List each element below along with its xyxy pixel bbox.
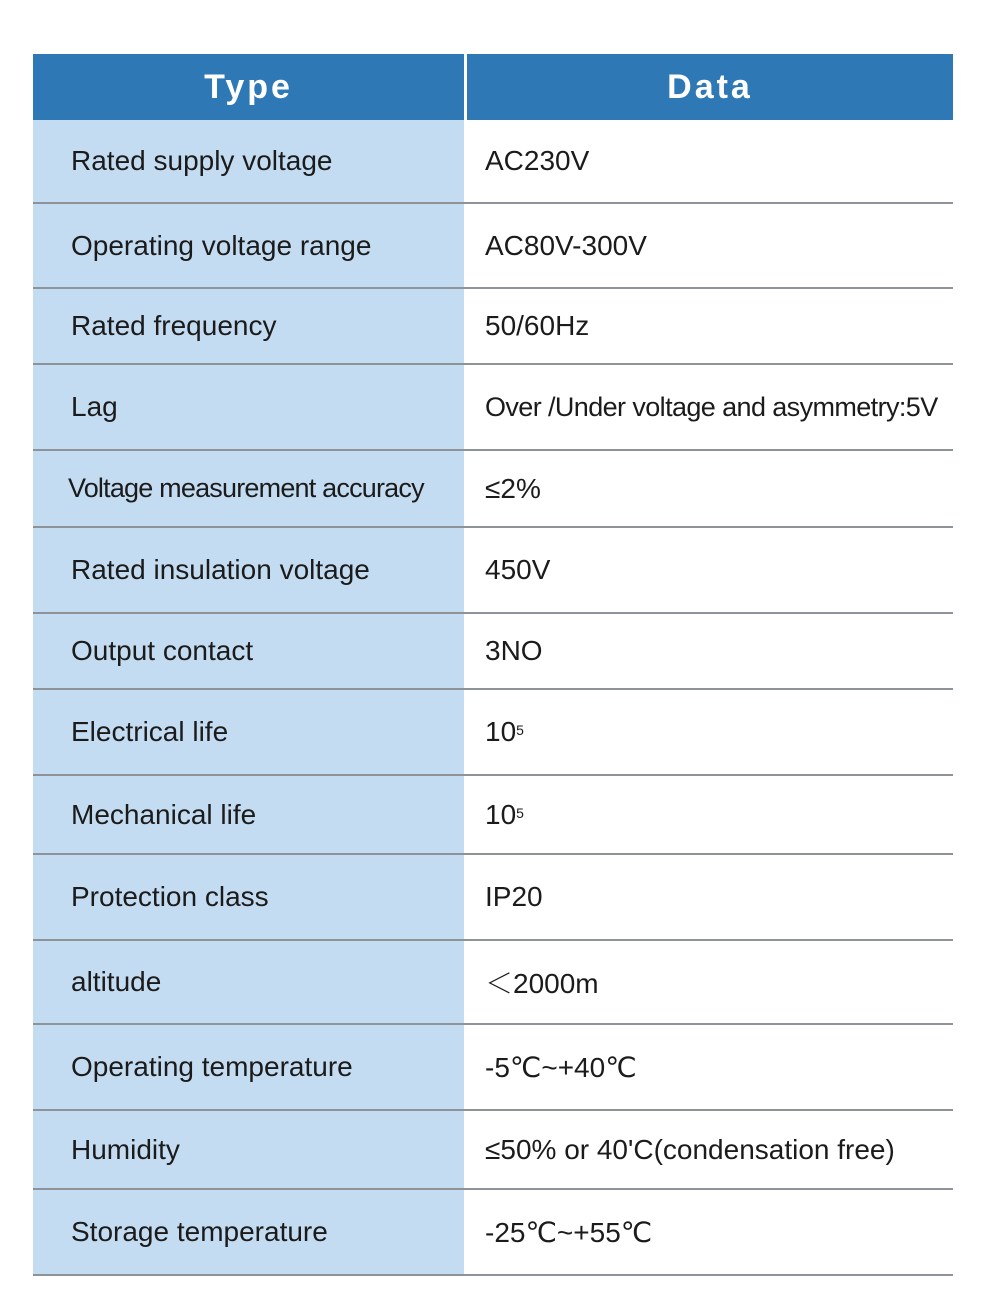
- row-type: Storage temperature: [33, 1190, 464, 1274]
- row-data: -5℃~+40℃: [485, 1051, 637, 1083]
- table-row: [33, 855, 953, 941]
- row-data: 50/60Hz: [485, 310, 590, 341]
- row-data: 3NO: [485, 635, 543, 666]
- row-data: ≤2%: [485, 472, 541, 504]
- row-data: -25℃~+55℃: [485, 1216, 653, 1248]
- table-row: [33, 451, 953, 528]
- table-row: [33, 1025, 953, 1111]
- row-type: Protection class: [33, 855, 464, 939]
- row-data: [464, 690, 953, 774]
- table-header: [33, 54, 953, 120]
- header-type: Type: [33, 54, 467, 120]
- row-type: Rated insulation voltage: [33, 528, 464, 612]
- table-row: [33, 289, 953, 365]
- table-row: [33, 528, 953, 614]
- row-data: AC80V-300V: [485, 229, 647, 261]
- row-data: ≤50% or 40'C(condensation free): [485, 1133, 895, 1165]
- table-row: [33, 365, 953, 451]
- row-data: IP20: [485, 881, 543, 912]
- row-type: Mechanical life: [33, 776, 464, 853]
- row-data-base: 10: [485, 716, 517, 747]
- row-data: AC230V: [485, 145, 590, 176]
- spec-table: [33, 54, 953, 1276]
- row-type: Lag: [33, 365, 464, 449]
- table-row: [33, 776, 953, 855]
- row-type: Electrical life: [33, 690, 464, 774]
- row-data-exponent: 5: [516, 722, 524, 738]
- row-type: Voltage measurement accuracy: [33, 451, 464, 526]
- row-type: altitude: [33, 941, 464, 1023]
- table-row: [33, 204, 953, 289]
- table-row: [33, 1111, 953, 1190]
- row-type: Humidity: [33, 1111, 464, 1188]
- table-row: [33, 690, 953, 776]
- table-row: [33, 614, 953, 690]
- table-row: [33, 120, 953, 204]
- row-data-exponent: 5: [516, 804, 524, 821]
- table-row: [33, 1190, 953, 1276]
- row-type: Output contact: [33, 614, 464, 688]
- row-data: [464, 776, 953, 853]
- header-data: Data: [667, 67, 753, 106]
- row-data: 450V: [485, 554, 551, 585]
- row-type: Operating temperature: [33, 1025, 464, 1109]
- row-type: Operating voltage range: [33, 204, 464, 287]
- row-data: ＜2000m: [485, 968, 599, 999]
- row-data: Over /Under voltage and asymmetry:5V: [485, 391, 938, 422]
- row-type: Rated supply voltage: [33, 120, 464, 202]
- row-data-base: 10: [485, 798, 517, 830]
- table-row: [33, 941, 953, 1025]
- row-type: Rated frequency: [33, 289, 464, 363]
